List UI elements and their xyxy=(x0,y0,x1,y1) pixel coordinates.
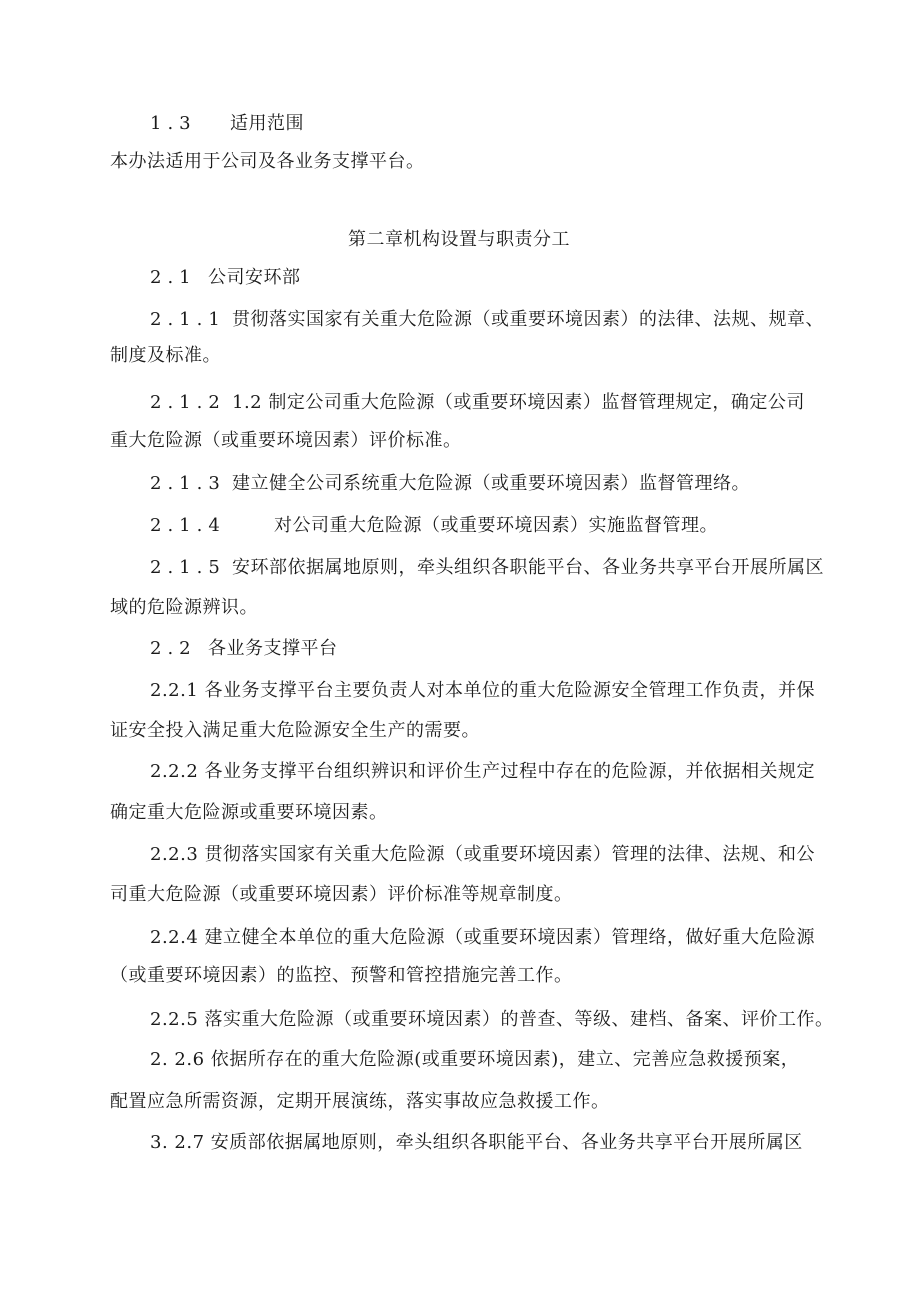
clause-2-2-3: 2.2.3 贯彻落实国家有关重大危险源（或重要环境因素）管理的法律、法规、和公 xyxy=(150,844,816,865)
section-2-1-heading xyxy=(150,266,301,290)
section-1-3-heading xyxy=(150,112,304,136)
clause-continuation: 司重大危险源（或重要环境因素）评价标准等规章制度。 xyxy=(110,884,573,905)
clause-number: 2.1.2 xyxy=(150,392,226,413)
clause-continuation: 确定重大危险源或重要环境因素。 xyxy=(110,802,388,823)
clause-text: 建立健全公司系统重大危险源（或重要环境因素）监督管理络。 xyxy=(232,473,750,494)
clause-2-1-3 xyxy=(150,472,750,496)
clause-number: 2.1.5 xyxy=(150,557,226,578)
clause-continuation: 证安全投入满足重大危险源安全生产的需要。 xyxy=(110,720,480,741)
section-number: 1.3 xyxy=(150,113,197,134)
clause-2-2-4: 2.2.4 建立健全本单位的重大危险源（或重要环境因素）管理络，做好重大危险源 xyxy=(150,927,816,948)
clause-2-2-5: 2.2.5 落实重大危险源（或重要环境因素）的普查、等级、建档、备案、评价工作。 xyxy=(150,1009,834,1030)
clause-continuation: 配置应急所需资源，定期开展演练，落实事故应急救援工作。 xyxy=(110,1091,610,1112)
clause-2-2-1: 2.2.1 各业务支撑平台主要负责人对本单位的重大危险源安全管理工作负责，并保 xyxy=(150,680,816,701)
clause-2-2-7: 3. 2.7 安质部依据属地原则，牵头组织各职能平台、各业务共享平台开展所属区 xyxy=(150,1132,803,1153)
clause-text: 安环部依据属地原则，牵头组织各职能平台、各业务共享平台开展所属区 xyxy=(232,557,824,578)
section-number: 2.1 xyxy=(150,267,197,288)
chapter-title: 第二章机构设置与职责分工 xyxy=(348,229,570,250)
clause-text: 1.2 制定公司重大危险源（或重要环境因素）监督管理规定，确定公司 xyxy=(232,392,805,413)
section-title: 适用范围 xyxy=(230,113,304,134)
clause-continuation: 制度及标准。 xyxy=(110,345,221,366)
clause-2-1-5 xyxy=(150,556,824,580)
paragraph: 本办法适用于公司及各业务支撑平台。 xyxy=(110,151,425,172)
clause-continuation: 域的危险源辨识。 xyxy=(110,597,258,618)
clause-2-1-4 xyxy=(150,514,718,538)
clause-text: 对公司重大危险源（或重要环境因素）实施监督管理。 xyxy=(274,515,718,536)
section-2-2-heading xyxy=(150,637,338,661)
section-title: 公司安环部 xyxy=(208,267,301,288)
section-number: 2.2 xyxy=(150,638,197,659)
clause-number: 2.1.1 xyxy=(150,309,226,330)
section-title: 各业务支撑平台 xyxy=(208,638,338,659)
clause-2-1-1 xyxy=(150,308,824,332)
clause-continuation: （或重要环境因素）的监控、预警和管控措施完善工作。 xyxy=(110,965,573,986)
clause-continuation: 重大危险源（或重要环境因素）评价标准。 xyxy=(110,430,462,451)
clause-text: 贯彻落实国家有关重大危险源（或重要环境因素）的法律、法规、规章、 xyxy=(232,309,824,330)
clause-2-2-2: 2.2.2 各业务支撑平台组织辨识和评价生产过程中存在的危险源，并依据相关规定 xyxy=(150,761,816,782)
clause-number: 2.1.4 xyxy=(150,515,226,536)
clause-2-1-2 xyxy=(150,391,805,415)
clause-number: 2.1.3 xyxy=(150,473,226,494)
clause-2-2-6: 2. 2.6 依据所存在的重大危险源(或重要环境因素)，建立、完善应急救援预案， xyxy=(150,1049,800,1070)
